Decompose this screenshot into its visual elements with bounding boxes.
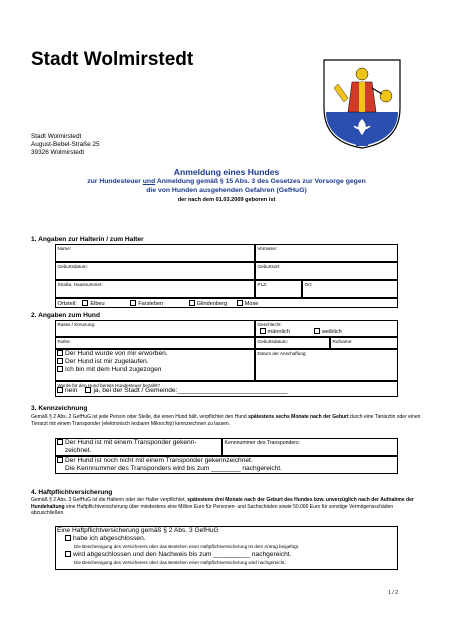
address-line: August-Bebel-Straße 25 (31, 141, 100, 149)
field-label: Rufname: (332, 338, 353, 344)
field-label: Ortsteil: (57, 301, 77, 307)
checkbox-label: Farsleben (138, 301, 164, 307)
option-insured[interactable] (65, 535, 146, 543)
insurance-box-title: Eine Haftpflichtversicherung gemäß § 2 Abs. 3 GefHuG (57, 527, 219, 534)
checkbox-label: Elbeu (90, 301, 105, 307)
section-3-heading: 3. Kennzeichnung (31, 405, 88, 412)
section-3-text (31, 414, 423, 427)
checkbox[interactable] (57, 457, 63, 463)
section-4-text (31, 497, 423, 517)
dog-name-field[interactable] (330, 337, 398, 349)
checkbox[interactable] (57, 358, 63, 364)
option-acquired[interactable] (57, 350, 168, 358)
checkbox-farsleben[interactable] (130, 300, 136, 306)
text: Gemäß § 2 Abs. 3 GefHuG ist die Halterin oder der Halter verpflichtet, (31, 497, 188, 503)
checkbox-label: weiblich (321, 328, 342, 335)
birthdate-field[interactable] (55, 262, 255, 280)
text-bold: spätestens drei Monate nach der Geburt des Hundes bzw. unverzüglich nach der Aufnahme der Hundehaltung (31, 497, 414, 510)
plz-field[interactable] (255, 280, 302, 298)
text-bold: spätestens sechs Monate nach der Geburt (248, 414, 349, 420)
checkbox-label: Mose (244, 301, 259, 307)
dog-birthdate-field[interactable] (255, 337, 330, 349)
section-1-heading: 1. Angaben zur Halterin / zum Halter (31, 236, 144, 243)
option-label: nein (65, 387, 78, 394)
option-label: ja, bei der Stadt / Gemeinde:______________________________ (93, 387, 288, 394)
vorname-field[interactable] (255, 244, 398, 262)
heading-text-underlined: und (142, 178, 156, 185)
insurance-note: Die Bescheinigung des Versicherers über das Bestehen einer Haftpflichtversicherung wird nachgereicht. (74, 560, 286, 565)
field-label: Datum der Anschaffung: (257, 350, 307, 356)
checkbox-yes[interactable] (85, 387, 91, 393)
address-block (31, 133, 100, 158)
text: eine Haftpflichtversicherung über mindestens eine Million Euro für Personen- und Sachschäden sowie 50.000 Euro für sonstige Vermögensschäden abzuschließen. (31, 503, 394, 517)
breed-field[interactable] (55, 320, 255, 337)
form-heading: Anmeldung eines Hundes (173, 167, 280, 177)
field-label: Geburtsort: (257, 263, 281, 269)
option-label: Der Hund wurde von mir erworben. (65, 350, 168, 357)
option-transponder-later: Die Kennnummer des Transponders wird bis zum ________ nachgereicht. (65, 465, 282, 472)
checkbox-no[interactable] (57, 387, 63, 393)
field-label: Geburtsdatum: (57, 263, 88, 269)
field-label: Wurde für den Hund bereits Hundesteuer bezahlt? (57, 382, 161, 388)
checkbox[interactable] (57, 350, 63, 356)
birthplace-field[interactable] (255, 262, 398, 280)
option-label: habe ich abgeschlossen. (73, 535, 146, 542)
checkbox-female[interactable] (314, 328, 320, 334)
field-label: Geburtsdatum: (257, 338, 288, 344)
page-number: 1 / 2 (388, 590, 398, 596)
address-line: Stadt Wolmirstedt (31, 133, 82, 140)
field-label: Vorname: (257, 245, 278, 251)
option-label: Der Hund ist mit einem Transponder gekenn- (65, 439, 197, 446)
checkbox[interactable] (65, 535, 71, 541)
heading-text: Anmeldung gemäß § 15 Abs. 3 des Gesetzes zur Vorsorge gegen (155, 178, 366, 185)
heading-text: zur Hundesteuer (87, 178, 143, 185)
section-4-heading: 4. Haftpflichtversicherung (31, 489, 113, 496)
acquisition-date-field[interactable] (255, 349, 398, 381)
district-row (55, 298, 398, 308)
field-label: Farbe: (57, 338, 71, 344)
form-subheading: der nach dem 01.03.2009 geboren ist (177, 197, 276, 203)
form-subheading (0, 178, 453, 185)
sex-field (255, 320, 398, 337)
option-label-cont: zeichnet. (65, 447, 92, 454)
checkbox-glindenberg[interactable] (189, 300, 195, 306)
checkbox[interactable] (65, 551, 71, 557)
insurance-note: Die Bescheinigung des Versicherers über das Bestehen einer Haftpflichtversicherung ist dem Antrag beigefügt. (74, 544, 300, 549)
page-title: Stadt Wolmirstedt (31, 49, 194, 70)
field-label: PLZ: (257, 281, 268, 287)
section-2-heading: 2. Angaben zum Hund (31, 312, 100, 319)
option-label: Der Hund ist mir zugelaufen. (65, 358, 149, 365)
checkbox-male[interactable] (260, 328, 266, 334)
address-line: 39326 Wolmirstedt (31, 149, 85, 157)
checkbox-label: männlich (267, 328, 290, 335)
option-label: wird abgeschlossen und den Nachweis bis zum __________ nachgereicht. (73, 551, 292, 558)
field-label: Straße, Hausnummer: (57, 281, 103, 287)
option-transponder-no[interactable] (57, 457, 253, 465)
field-label: Name: (57, 245, 72, 251)
checkbox[interactable] (57, 366, 63, 372)
name-field[interactable] (55, 244, 255, 262)
option-insurance-later[interactable] (65, 551, 291, 559)
checkbox-mose[interactable] (237, 300, 243, 306)
option-label: Ich bin mit dem Hund zugezogen (65, 366, 162, 373)
field-label: Geschlecht: (257, 321, 282, 327)
field-label: Ort: (304, 281, 313, 287)
option-moved[interactable] (57, 366, 161, 374)
checkbox[interactable] (57, 439, 63, 445)
city-field[interactable] (302, 280, 398, 298)
color-field[interactable] (55, 337, 255, 349)
checkbox-label: Glindenberg (196, 301, 228, 307)
street-field[interactable] (55, 280, 255, 298)
tax-paid-options (57, 387, 287, 395)
checkbox-elbeu[interactable] (82, 300, 88, 306)
text: durch eine Tierärztin oder einen Tierarzt mit einem Transponder (elektronisch lesbarer Mikrochip) kennzeichnen zu lassen. (31, 414, 421, 427)
coat-of-arms-icon (322, 58, 402, 150)
text: Gemäß § 2 Abs. 2 GefHuG ist jede Person oder Stelle, die einen Hund hält, verpflichtet den Hund (31, 414, 249, 420)
transponder-number-field[interactable] (222, 438, 398, 456)
option-stray[interactable] (57, 358, 149, 366)
option-transponder-yes[interactable] (57, 439, 197, 447)
form-subheading: die von Hunden ausgehenden Gefahren (GefHuG) (146, 187, 307, 194)
field-label: Rasse / Kreuzung: (57, 321, 96, 327)
option-label: Der Hund ist noch nicht mit einem Transponder gekennzeichnet. (65, 457, 253, 464)
field-label: Kennnummer des Transponders: (224, 439, 301, 446)
